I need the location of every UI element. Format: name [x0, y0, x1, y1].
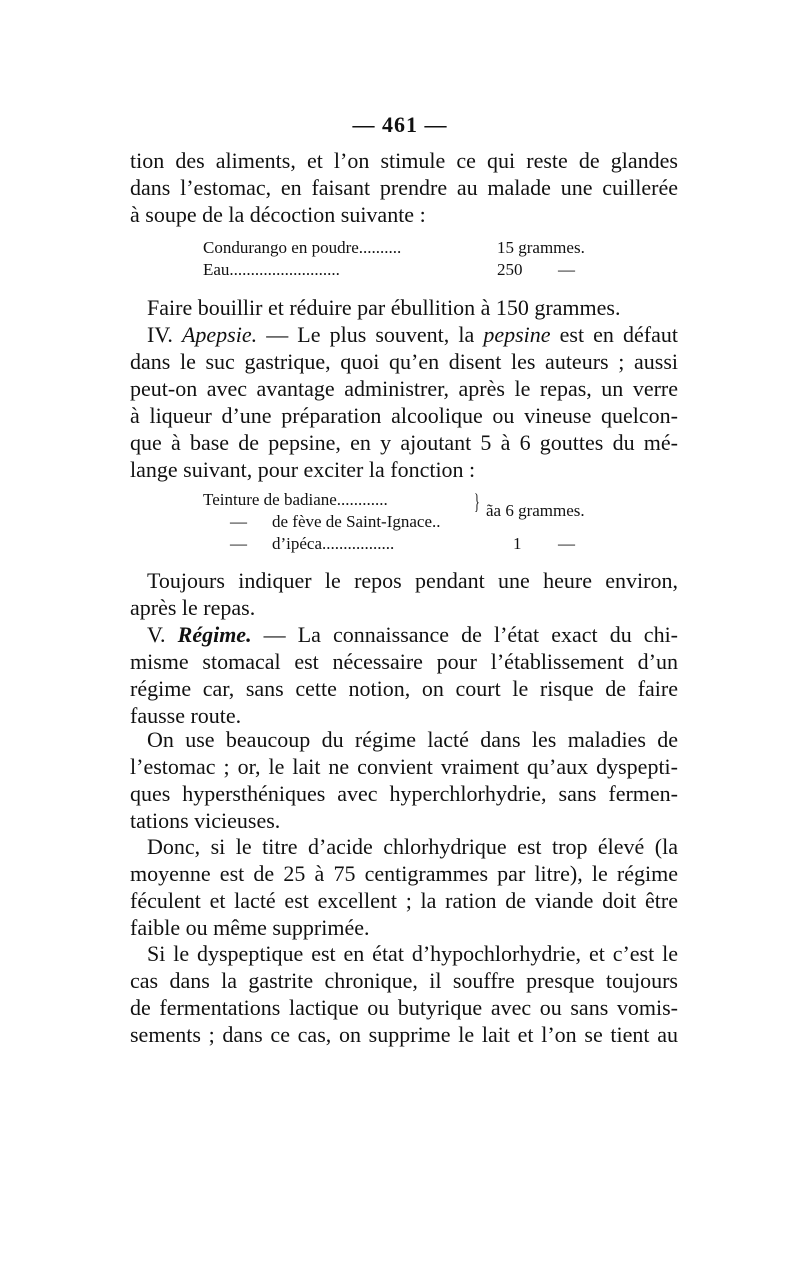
text-line: On use beaucoup du régime lacté dans les maladies de: [147, 727, 678, 752]
text-line: après le repas.: [130, 595, 256, 620]
text-line: sements ; dans ce cas, on supprime le lait et l’on se tient au: [130, 1022, 678, 1047]
text-line: misme stomacal est nécessaire pour l’établissement d’un: [130, 649, 678, 674]
recipe-ingredient: Condurango en poudre..........: [203, 238, 402, 257]
text-line: faible ou même supprimée.: [130, 915, 370, 940]
recipe-quantity: ãa 6 grammes.: [486, 501, 585, 520]
text-line: cas dans la gastrite chronique, il souffre presque toujours: [130, 968, 678, 993]
page-number: — 461 —: [352, 112, 448, 137]
ditto-dash: —: [230, 512, 247, 531]
text-line: dans l’estomac, en faisant prendre au malade une cuillerée: [130, 175, 678, 200]
text-line: Faire bouillir et réduire par ébullition à 150 grammes.: [147, 295, 621, 320]
recipe-quantity: 15 grammes.: [497, 238, 585, 257]
text-line: peut-on avec avantage administrer, après le repas, un verre: [130, 376, 678, 401]
text-line: que à base de pepsine, en y ajoutant 5 à 6 gouttes du mé-: [130, 430, 678, 455]
text-line: fausse route.: [130, 703, 242, 728]
recipe-ingredient: Teinture de badiane............: [203, 490, 388, 509]
text-line: à soupe de la décoction suivante :: [130, 202, 426, 227]
recipe-unit: —: [558, 534, 575, 553]
text-line: tion des aliments, et l’on stimule ce qui reste de glandes: [130, 148, 678, 173]
text-run: — La connaissance de l’état exact du chi-: [251, 622, 679, 647]
text-line: dans le suc gastrique, quoi qu’en disent les auteurs ; aussi: [130, 349, 678, 374]
recipe-ingredient: d’ipéca.................: [272, 534, 395, 553]
recipe-ingredient: Eau..........................: [203, 260, 340, 279]
text-line: à liqueur d’une préparation alcoolique ou vineuse quelcon-: [130, 403, 678, 428]
text-line: régime car, sans cette notion, on court le risque de faire: [130, 676, 678, 701]
recipe-unit: —: [558, 260, 575, 279]
text-line: Toujours indiquer le repos pendant une heure environ,: [147, 568, 678, 593]
section-apepsie-line: [147, 322, 678, 348]
brace-icon: }: [474, 489, 480, 514]
text-line: Donc, si le titre d’acide chlorhydrique est trop élevé (la: [147, 834, 678, 859]
section-number: V.: [147, 622, 178, 647]
text-line: Si le dyspeptique est en état d’hypochlorhydrie, et c’est le: [147, 941, 678, 966]
text-line: l’estomac ; or, le lait ne convient vraiment qu’aux dyspepti-: [130, 754, 678, 779]
ditto-dash: —: [230, 534, 247, 553]
text-run: — Le plus souvent, la: [257, 322, 484, 347]
text-line: tations vicieuses.: [130, 808, 281, 833]
recipe-quantity: 250: [497, 260, 523, 279]
emphasis-word: pepsine: [483, 322, 551, 347]
section-regime-line: [147, 622, 678, 648]
text-run: est en défaut: [550, 322, 678, 347]
text-line: de fermentations lactique ou butyrique avec ou sans vomis-: [130, 995, 678, 1020]
text-line: lange suivant, pour exciter la fonction :: [130, 457, 476, 482]
section-title: Régime.: [177, 622, 252, 647]
text-line: féculent et lacté est excellent ; la ration de viande doit être: [130, 888, 678, 913]
section-number: IV.: [147, 322, 182, 347]
recipe-ingredient: de fève de Saint-Ignace..: [272, 512, 441, 531]
recipe-quantity: 1: [513, 534, 522, 553]
section-title: Apepsie.: [181, 322, 258, 347]
text-line: ques hypersthéniques avec hyperchlorhydrie, sans fermen-: [130, 781, 678, 806]
text-line: moyenne est de 25 à 75 centigrammes par litre), le régime: [130, 861, 678, 886]
